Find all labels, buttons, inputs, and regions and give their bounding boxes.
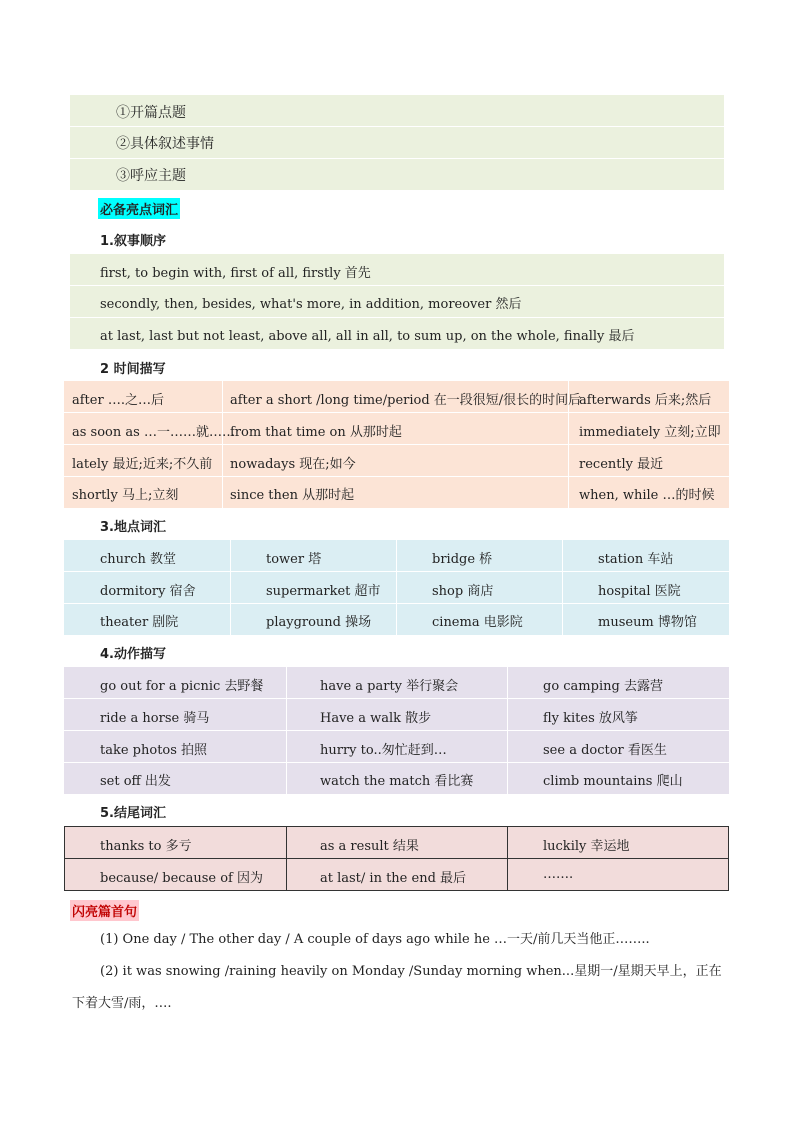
divider	[65, 858, 728, 859]
table-cell: have a party 举行聚会	[320, 679, 459, 694]
divider	[70, 285, 724, 286]
opening-label: 闪亮篇首句	[70, 900, 139, 921]
place-table	[64, 540, 729, 635]
table-cell: shop 商店	[432, 584, 494, 599]
table-cell: hospital 医院	[598, 584, 681, 599]
divider	[70, 158, 724, 159]
ending-table	[64, 826, 729, 891]
table-cell: station 车站	[598, 552, 674, 567]
table-cell: because/ because of 因为	[100, 871, 263, 886]
table-cell: when, while …的时候	[579, 488, 715, 503]
section-title-narrative: 1.叙事顺序	[100, 234, 166, 249]
table-cell: tower 塔	[266, 552, 322, 567]
section-title-place: 3.地点词汇	[100, 520, 166, 535]
table-cell: since then 从那时起	[230, 488, 355, 503]
divider	[70, 126, 724, 127]
table-cell: shortly 马上;立刻	[72, 488, 179, 503]
table-row: first, to begin with, first of all, firstly 首先	[100, 266, 371, 281]
divider	[64, 444, 729, 445]
table-cell: ride a horse 骑马	[100, 711, 210, 726]
sentence-2: (2) it was snowing /raining heavily on Monday /Sunday morning when...星期一/星期天早上，正在下着大雪/雨，….	[72, 964, 722, 1011]
table-cell: theater 剧院	[100, 615, 179, 630]
table-cell: as a result 结果	[320, 839, 419, 854]
table-cell: see a doctor 看医生	[543, 743, 667, 758]
section-title-time: 2 时间描写	[100, 362, 166, 377]
table-cell: nowadays 现在;如今	[230, 457, 356, 472]
table-cell: Have a walk 散步	[320, 711, 432, 726]
table-cell: set off 出发	[100, 774, 171, 789]
outline-item: ①开篇点题	[116, 105, 186, 121]
divider	[64, 762, 729, 763]
table-cell: afterwards 后来;然后	[579, 393, 712, 408]
table-cell: lately 最近;近来;不久前	[72, 457, 213, 472]
divider	[64, 698, 729, 699]
divider	[64, 730, 729, 731]
table-cell: playground 操场	[266, 615, 372, 630]
divider	[64, 571, 729, 572]
table-cell: after a short /long time/period 在一段很短/很长的时间后	[230, 393, 582, 408]
table-cell: at last/ in the end 最后	[320, 871, 467, 886]
table-cell: bridge 桥	[432, 552, 493, 567]
divider	[562, 540, 563, 635]
table-cell: supermarket 超市	[266, 584, 381, 599]
divider	[64, 603, 729, 604]
table-cell: cinema 电影院	[432, 615, 523, 630]
section-title-ending: 5.结尾词汇	[100, 806, 166, 821]
table-row: at last, last but not least, above all, all in all, to sum up, on the whole, finally 最后	[100, 329, 635, 344]
vocab-label: 必备亮点词汇	[98, 198, 180, 219]
table-cell: take photos 拍照	[100, 743, 208, 758]
table-cell: recently 最近	[579, 457, 664, 472]
table-cell: go camping 去露营	[543, 679, 663, 694]
narrative-table	[70, 254, 724, 349]
table-cell: watch the match 看比赛	[320, 774, 474, 789]
sentence-1: (1) One day / The other day / A couple of days ago while he …一天/前几天当他正……..	[100, 932, 650, 947]
divider	[64, 412, 729, 413]
outline-item: ②具体叙述事情	[116, 136, 214, 152]
table-cell: church 教堂	[100, 552, 177, 567]
divider	[396, 540, 397, 635]
outline-block	[70, 95, 724, 190]
action-table	[64, 667, 729, 794]
divider	[230, 540, 231, 635]
time-table	[64, 381, 729, 508]
section-title-action: 4.动作描写	[100, 647, 166, 662]
table-cell: luckily 幸运地	[543, 839, 630, 854]
outline-item: ③呼应主题	[116, 168, 186, 184]
table-row: secondly, then, besides, what's more, in addition, moreover 然后	[100, 297, 522, 312]
table-cell: as soon as …一……就……	[72, 425, 235, 440]
divider	[64, 476, 729, 477]
table-cell: after ….之…后	[72, 393, 164, 408]
table-cell: climb mountains 爬山	[543, 774, 683, 789]
table-cell: …….	[543, 867, 574, 882]
table-cell: immediately 立刻;立即	[579, 425, 721, 440]
table-cell: hurry to..匆忙赶到…	[320, 743, 447, 758]
table-cell: go out for a picnic 去野餐	[100, 679, 264, 694]
table-cell: fly kites 放风筝	[543, 711, 638, 726]
table-cell: thanks to 多亏	[100, 839, 192, 854]
divider	[70, 317, 724, 318]
table-cell: from that time on 从那时起	[230, 425, 402, 440]
table-cell: museum 博物馆	[598, 615, 697, 630]
table-cell: dormitory 宿舍	[100, 584, 196, 599]
